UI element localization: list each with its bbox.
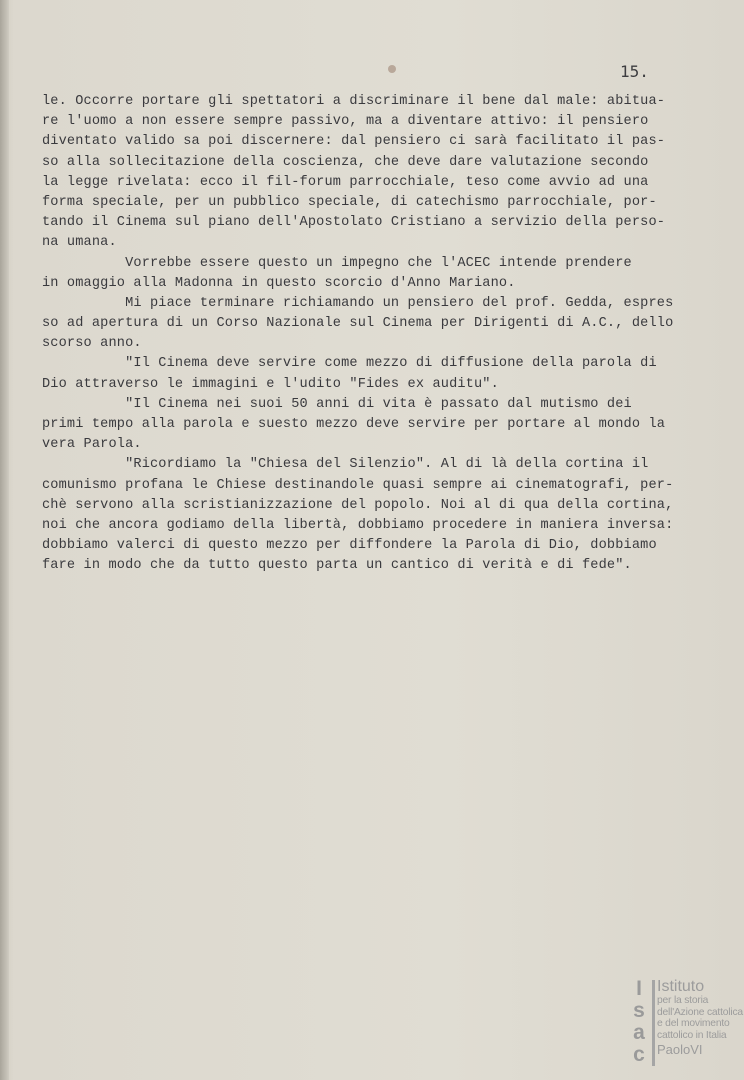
page-number: 15. [620, 62, 649, 81]
text-line: noi che ancora godiamo della libertà, dobbiamo procedere in maniera inversa: [42, 517, 674, 533]
text-line: forma speciale, per un pubblico speciale, di catechismo parrocchiale, por- [42, 194, 657, 210]
text-line: Vorrebbe essere questo un impegno che l'ACEC intende prendere [42, 255, 632, 271]
text-line: le. Occorre portare gli spettatori a discriminare il bene dal male: abitua- [42, 94, 666, 109]
punch-mark [388, 65, 396, 73]
text-line: so ad apertura di un Corso Nazionale sul Cinema per Dirigenti di A.C., dello [42, 316, 674, 332]
text-line: "Il Cinema deve servire come mezzo di diffusione della parola di [42, 356, 657, 372]
page-edge-shadow [0, 0, 9, 1080]
text-line: in omaggio alla Madonna in questo scorcio d'Anno Mariano. [42, 275, 516, 291]
text-line: la legge rivelata: ecco il fil-forum parrocchiale, teso come avvio ad una [42, 174, 649, 190]
typed-text-body [42, 92, 710, 577]
text-line: so alla sollecitazione della coscienza, che deve dare valutazione secondo [42, 154, 649, 170]
logo-divider [652, 980, 655, 1066]
text-line: "Ricordiamo la "Chiesa del Silenzio". Al di là della cortina il [42, 457, 649, 473]
text-line: "Il Cinema nei suoi 50 anni di vita è passato dal mutismo dei [42, 396, 632, 412]
logo-monogram: I s a c [633, 977, 645, 1066]
text-line: primi tempo alla parola e suesto mezzo deve servire per portare al mondo la [42, 417, 666, 432]
text-line: comunismo profana le Chiese destinandole quasi sempre ai cinematografi, per- [42, 477, 674, 493]
text-line: fare in modo che da tutto questo parta un cantico di verità e di fede". [42, 558, 632, 574]
text-line: scorso anno. [42, 336, 142, 352]
text-line: diventato valido sa poi discernere: dal pensiero ci sarà facilitato il pas- [42, 134, 666, 150]
institute-logo-watermark [624, 978, 742, 1070]
text-line: chè servono alla scristianizzazione del popolo. Noi al di qua della cortina, [42, 497, 674, 513]
text-line: Dio attraverso le immagini e l'udito "Fides ex auditu". [42, 376, 499, 392]
text-line: Mi piace terminare richiamando un pensiero del prof. Gedda, espres [42, 295, 674, 311]
logo-wordmark: Istituto per la storia dell'Azione cattolica e del movimento cattolico in Italia PaoloVI [657, 978, 743, 1058]
text-line: dobbiamo valerci di questo mezzo per diffondere la Parola di Dio, dobbiamo [42, 538, 657, 554]
text-line: vera Parola. [42, 437, 142, 453]
text-line: re l'uomo a non essere sempre passivo, ma a diventare attivo: il pensiero [42, 114, 649, 130]
text-line: na umana. [42, 235, 117, 251]
text-line: tando il Cinema sul piano dell'Apostolato Cristiano a servizio della perso- [42, 215, 666, 231]
